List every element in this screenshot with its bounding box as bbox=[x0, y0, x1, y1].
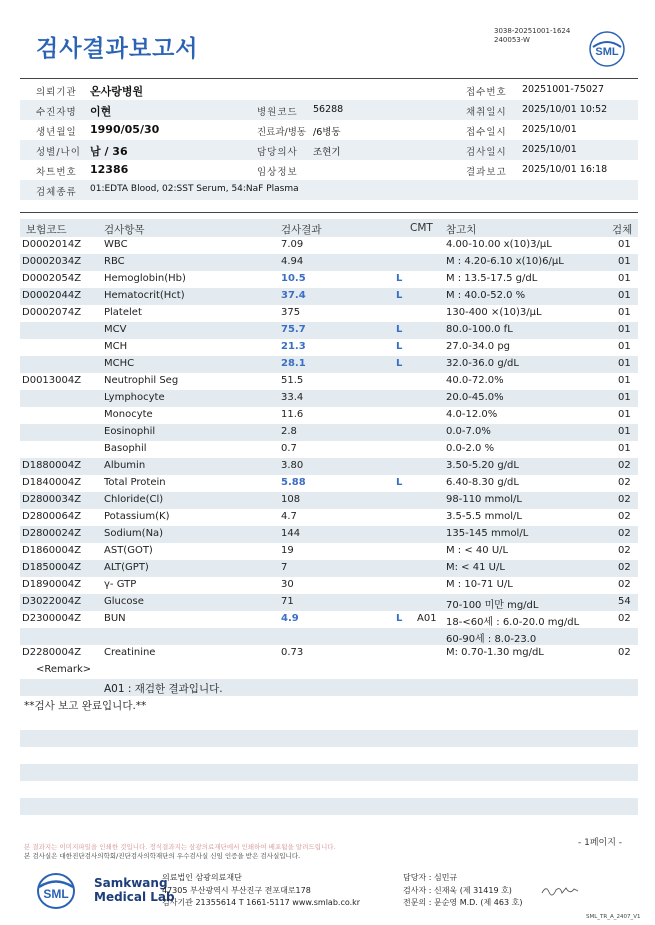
cell-result: 75.7 bbox=[281, 324, 306, 335]
cell-flag: L bbox=[396, 341, 403, 352]
cell-result: 7 bbox=[281, 562, 288, 573]
table-row bbox=[20, 356, 638, 373]
col-ref-header: 참고치 bbox=[446, 224, 477, 236]
cell-result: 4.7 bbox=[281, 511, 297, 522]
receipt-no-value: 20251001-75027 bbox=[522, 84, 605, 95]
cell-reference: M: 0.70-1.30 mg/dL bbox=[446, 647, 544, 658]
cell-specimen: 02 bbox=[618, 511, 631, 522]
cell-item: Glucose bbox=[104, 596, 144, 607]
cell-specimen: 54 bbox=[618, 596, 631, 607]
chart-no-value: 12386 bbox=[90, 163, 129, 176]
cell-item: Hematocrit(Hct) bbox=[104, 290, 185, 301]
cell-specimen: 01 bbox=[618, 290, 631, 301]
cell-specimen: 01 bbox=[618, 426, 631, 437]
cell-result: 4.94 bbox=[281, 256, 304, 267]
cell-specimen: 02 bbox=[618, 460, 631, 471]
cell-item: Sodium(Na) bbox=[104, 528, 164, 539]
patient-value: 이현 bbox=[90, 105, 112, 118]
staff-tester: 검사자 : 신재욱 (제 31419 호) bbox=[403, 885, 512, 895]
cell-item: Lymphocyte bbox=[104, 392, 165, 403]
collection-time-label: 채취일시 bbox=[466, 107, 507, 118]
cell-item: Chloride(Cl) bbox=[104, 494, 164, 505]
page-title: 검사결과보고서 bbox=[36, 36, 199, 62]
cell-code: D2800024Z bbox=[22, 528, 82, 539]
cell-code: D1890004Z bbox=[22, 579, 82, 590]
cell-flag: L bbox=[396, 273, 403, 284]
cell-specimen: 02 bbox=[618, 477, 631, 488]
cell-reference: M : 4.20-6.10 x(10)6/μL bbox=[446, 256, 564, 267]
cell-code: D2800064Z bbox=[22, 511, 82, 522]
cell-item: MCH bbox=[104, 341, 128, 352]
cell-reference: M : 13.5-17.5 g/dL bbox=[446, 273, 538, 284]
cell-code: D1840004Z bbox=[22, 477, 82, 488]
table-row bbox=[20, 373, 638, 390]
col-result-header: 검사결과 bbox=[281, 224, 322, 236]
cell-result: 19 bbox=[281, 545, 294, 556]
cell-specimen: 02 bbox=[618, 613, 631, 624]
col-cmt-header: CMT bbox=[410, 222, 433, 234]
cell-result: 33.4 bbox=[281, 392, 304, 403]
cell-reference: 32.0-36.0 g/dL bbox=[446, 358, 519, 369]
cell-reference: M : 40.0-52.0 % bbox=[446, 290, 526, 301]
table-row bbox=[20, 390, 638, 407]
cell-item: Albumin bbox=[104, 460, 146, 471]
receipt-date-label: 접수일시 bbox=[466, 127, 507, 138]
cell-item: MCHC bbox=[104, 358, 135, 369]
cell-reference: 0.0-7.0% bbox=[446, 426, 491, 437]
cell-code: D0002044Z bbox=[22, 290, 82, 301]
table-row bbox=[20, 509, 638, 526]
cell-code: D0002054Z bbox=[22, 273, 82, 284]
cell-reference: 40.0-72.0% bbox=[446, 375, 504, 386]
cell-code: D0002074Z bbox=[22, 307, 82, 318]
cell-code: D1850004Z bbox=[22, 562, 82, 573]
cell-specimen: 01 bbox=[618, 443, 631, 454]
cell-item: Eosinophil bbox=[104, 426, 156, 437]
cell-item: WBC bbox=[104, 239, 128, 250]
table-row bbox=[20, 254, 638, 271]
cell-item: Creatinine bbox=[104, 647, 156, 658]
cell-item: ALT(GPT) bbox=[104, 562, 149, 573]
cell-specimen: 01 bbox=[618, 256, 631, 267]
test-date-label: 검사일시 bbox=[466, 147, 507, 158]
cell-code: D1880004Z bbox=[22, 460, 82, 471]
report-complete-text: **검사 보고 완료입니다.** bbox=[24, 700, 147, 712]
cell-specimen: 01 bbox=[618, 375, 631, 386]
document-id-line1: 3038-20251001-1624 bbox=[494, 27, 571, 35]
sex-age-label: 성별/나이 bbox=[36, 147, 81, 158]
cell-reference: M: < 41 U/L bbox=[446, 562, 505, 573]
table-row bbox=[20, 543, 638, 560]
cell-result: 5.88 bbox=[281, 477, 306, 488]
lab-address-line3: 검사기관 21355614 T 1661-5117 www.smlab.co.kr bbox=[162, 898, 361, 907]
print-notice: 본 결과지는 이미지파일을 인쇄한 것입니다. 정식결과지는 삼광의료재단에서 인쇄하여 배포됨을 알려드립니다. bbox=[24, 843, 336, 851]
page-number: - 1페이지 - bbox=[578, 838, 623, 848]
cell-specimen: 02 bbox=[618, 647, 631, 658]
info-top-rule bbox=[20, 78, 638, 79]
cell-item: Total Protein bbox=[104, 477, 166, 488]
info-row-4 bbox=[20, 140, 638, 160]
cell-code: D1860004Z bbox=[22, 545, 82, 556]
sex-age-value: 남 / 36 bbox=[90, 145, 128, 158]
cell-item: BUN bbox=[104, 613, 126, 624]
cell-result: 2.8 bbox=[281, 426, 297, 437]
form-code: SML_TR_A_2407_V1 bbox=[586, 914, 641, 920]
cell-specimen: 02 bbox=[618, 528, 631, 539]
cell-specimen: 01 bbox=[618, 239, 631, 250]
chart-no-label: 차트번호 bbox=[36, 167, 77, 178]
document-id-line2: 240053-W bbox=[494, 36, 530, 44]
info-bottom-rule bbox=[20, 212, 638, 213]
cell-code: D0002034Z bbox=[22, 256, 82, 267]
table-row bbox=[20, 611, 638, 628]
table-row bbox=[20, 526, 638, 543]
institution-value: 온사랑병원 bbox=[90, 85, 144, 98]
results-table-header bbox=[20, 219, 638, 237]
patient-label: 수진자명 bbox=[36, 107, 77, 118]
staff-specialist: 전문의 : 문순영 M.D. (제 463 호) bbox=[403, 898, 523, 907]
cell-reference: M : 10-71 U/L bbox=[446, 579, 513, 590]
cell-item: AST(GOT) bbox=[104, 545, 153, 556]
cell-result: 11.6 bbox=[281, 409, 304, 420]
cell-item: Potassium(K) bbox=[104, 511, 170, 522]
footer-logo-text: SML bbox=[43, 887, 69, 901]
dept-label: 진료과/병동 bbox=[257, 127, 307, 138]
blank-row bbox=[20, 730, 638, 747]
cell-result: 4.9 bbox=[281, 613, 299, 624]
cell-result: 28.1 bbox=[281, 358, 306, 369]
table-row bbox=[20, 407, 638, 424]
cell-result: 0.7 bbox=[281, 443, 297, 454]
table-row bbox=[20, 288, 638, 305]
lab-address bbox=[162, 872, 360, 910]
cell-reference: 18-<60세 : 6.0-20.0 mg/dL bbox=[446, 617, 580, 628]
cell-result: 71 bbox=[281, 596, 294, 607]
cell-code: D0002014Z bbox=[22, 239, 82, 250]
dob-label: 생년월일 bbox=[36, 127, 77, 138]
cell-reference: 0.0-2.0 % bbox=[446, 443, 495, 454]
hospital-code-value: 56288 bbox=[313, 104, 344, 115]
col-item-header: 검사항목 bbox=[104, 224, 145, 236]
cell-code: D2800034Z bbox=[22, 494, 82, 505]
cell-reference: 4.00-10.00 x(10)3/μL bbox=[446, 239, 552, 250]
cell-flag: L bbox=[396, 613, 403, 624]
cell-code: D2300004Z bbox=[22, 613, 82, 624]
remark-text: A01 : 재검한 결과입니다. bbox=[104, 683, 223, 695]
cell-reference: 20.0-45.0% bbox=[446, 392, 504, 403]
clinical-label: 임상정보 bbox=[257, 167, 298, 178]
cell-result: 144 bbox=[281, 528, 301, 539]
specimen-label: 검체종류 bbox=[36, 187, 77, 198]
cell-specimen: 01 bbox=[618, 307, 631, 318]
cell-result: 0.73 bbox=[281, 647, 304, 658]
cell-reference: 60-90세 : 8.0-23.0 bbox=[446, 634, 537, 645]
lab-address-line1: 의료법인 삼광의료재단 bbox=[162, 873, 242, 882]
cell-specimen: 01 bbox=[618, 273, 631, 284]
hospital-code-label: 병원코드 bbox=[257, 107, 298, 118]
lab-address-line2: 47305 부산광역시 부산진구 전포대로178 bbox=[162, 885, 311, 895]
cell-result: 3.80 bbox=[281, 460, 304, 471]
cell-item: Monocyte bbox=[104, 409, 153, 420]
doctor-value: 조현기 bbox=[313, 147, 341, 158]
institution-label: 의뢰기관 bbox=[36, 87, 77, 98]
info-row-6 bbox=[20, 180, 638, 200]
cell-item: Basophil bbox=[104, 443, 147, 454]
cell-result: 375 bbox=[281, 307, 301, 318]
col-spec-header: 검체 bbox=[612, 224, 633, 236]
certification-notice: 본 검사실은 대한진단검사의학회/진단검사의학재단의 우수검사실 신임 인증을 받은 검사실입니다. bbox=[24, 852, 301, 860]
cell-result: 51.5 bbox=[281, 375, 304, 386]
cell-reference: 135-145 mmol/L bbox=[446, 528, 529, 539]
blank-row bbox=[20, 798, 638, 815]
report-time-label: 결과보고 bbox=[466, 167, 507, 178]
cell-flag: L bbox=[396, 324, 403, 335]
cell-specimen: 02 bbox=[618, 545, 631, 556]
cell-reference: 80.0-100.0 fL bbox=[446, 324, 513, 335]
table-row bbox=[20, 492, 638, 509]
logo-text: SML bbox=[595, 46, 619, 58]
cell-specimen: 01 bbox=[618, 409, 631, 420]
staff-manager: 담당자 : 심민규 bbox=[403, 873, 458, 882]
info-row-2 bbox=[20, 100, 638, 120]
cell-result: 108 bbox=[281, 494, 301, 505]
cell-reference: 27.0-34.0 pg bbox=[446, 341, 511, 352]
table-row bbox=[20, 237, 638, 254]
cell-specimen: 01 bbox=[618, 341, 631, 352]
cell-flag: L bbox=[396, 358, 403, 369]
specimen-value: 01:EDTA Blood, 02:SST Serum, 54:NaF Plasma bbox=[90, 184, 299, 194]
cell-result: 30 bbox=[281, 579, 294, 590]
blank-row bbox=[20, 764, 638, 781]
remark-label: <Remark> bbox=[36, 664, 92, 675]
cell-item: MCV bbox=[104, 324, 127, 335]
cell-reference: 98-110 mmol/L bbox=[446, 494, 522, 505]
doctor-label: 담당의사 bbox=[257, 147, 298, 158]
table-row bbox=[20, 560, 638, 577]
report-time-value: 2025/10/01 16:18 bbox=[522, 164, 608, 175]
cell-code: D2280004Z bbox=[22, 647, 82, 658]
table-row bbox=[20, 322, 638, 339]
table-row bbox=[20, 271, 638, 288]
cell-reference: 6.40-8.30 g/dL bbox=[446, 477, 519, 488]
cell-item: Hemoglobin(Hb) bbox=[104, 273, 186, 284]
dept-value: /6병동 bbox=[313, 127, 341, 138]
table-row bbox=[20, 577, 638, 594]
collection-time-value: 2025/10/01 10:52 bbox=[522, 104, 608, 115]
cell-item: Platelet bbox=[104, 307, 142, 318]
table-row bbox=[20, 475, 638, 492]
cell-reference: 3.50-5.20 g/dL bbox=[446, 460, 519, 471]
cell-result: 21.3 bbox=[281, 341, 306, 352]
cell-specimen: 01 bbox=[618, 392, 631, 403]
info-row-5 bbox=[20, 160, 638, 180]
col-code-header: 보험코드 bbox=[26, 224, 67, 236]
cell-specimen: 01 bbox=[618, 358, 631, 369]
cell-specimen: 02 bbox=[618, 494, 631, 505]
cell-result: 7.09 bbox=[281, 239, 304, 250]
cell-result: 10.5 bbox=[281, 273, 306, 284]
cell-reference: 3.5-5.5 mmol/L bbox=[446, 511, 522, 522]
cell-flag: L bbox=[396, 290, 403, 301]
cell-reference: M : < 40 U/L bbox=[446, 545, 509, 556]
table-row bbox=[20, 424, 638, 441]
report-complete-row bbox=[20, 696, 638, 713]
table-row bbox=[20, 441, 638, 458]
cell-specimen: 01 bbox=[618, 324, 631, 335]
remark-text-row bbox=[20, 679, 638, 696]
lab-name-line2: Medical Lab bbox=[94, 890, 175, 904]
table-row bbox=[20, 594, 638, 611]
signature-image bbox=[540, 882, 580, 896]
info-row-3 bbox=[20, 120, 638, 140]
table-row bbox=[20, 339, 638, 356]
cell-item: RBC bbox=[104, 256, 125, 267]
table-row bbox=[20, 628, 638, 645]
cell-item: Neutrophil Seg bbox=[104, 375, 179, 386]
lab-staff bbox=[403, 872, 522, 910]
cell-specimen: 02 bbox=[618, 579, 631, 590]
info-row-1 bbox=[20, 80, 638, 100]
receipt-date-value: 2025/10/01 bbox=[522, 124, 577, 135]
dob-value: 1990/05/30 bbox=[90, 123, 160, 136]
table-row bbox=[20, 305, 638, 322]
cell-reference: 70-100 미만 mg/dL bbox=[446, 600, 539, 611]
cell-reference: 130-400 ×(10)3/μL bbox=[446, 307, 542, 318]
cell-cmt: A01 bbox=[417, 613, 437, 624]
cell-item: γ- GTP bbox=[104, 579, 137, 590]
cell-specimen: 02 bbox=[618, 562, 631, 573]
cell-reference: 4.0-12.0% bbox=[446, 409, 498, 420]
document-id bbox=[494, 27, 570, 45]
cell-code: D0013004Z bbox=[22, 375, 82, 386]
table-row bbox=[20, 645, 638, 662]
table-row bbox=[20, 458, 638, 475]
lab-name-line1: Samkwang bbox=[94, 876, 168, 890]
cell-result: 37.4 bbox=[281, 290, 306, 301]
sml-logo-icon bbox=[589, 31, 625, 71]
test-date-value: 2025/10/01 bbox=[522, 144, 577, 155]
receipt-no-label: 접수번호 bbox=[466, 87, 507, 98]
cell-code: D3022004Z bbox=[22, 596, 82, 607]
remark-row bbox=[20, 662, 638, 679]
cell-flag: L bbox=[396, 477, 403, 488]
footer-sml-logo-icon bbox=[36, 871, 92, 915]
